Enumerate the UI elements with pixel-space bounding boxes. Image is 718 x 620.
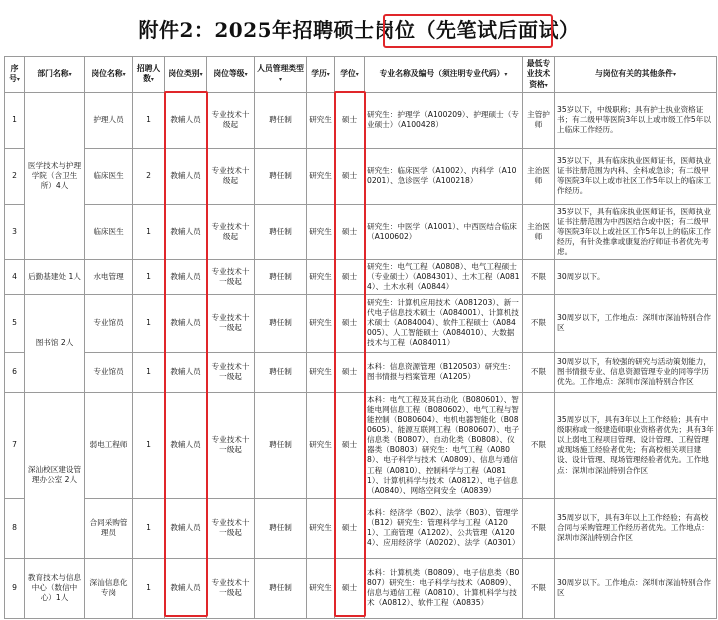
cell-major: 本科：电气工程及其自动化（B080601）、智能电网信息工程（B080602）、电气工程与智能控制（B080604）、电机电器智能化（B080605）、能源互联网工程（B080607）、电子信息类（B0807）、自动化类（B0808）、仪器类（B0803）研究生：电气工程（A0808）、电子科学与技术（A0809）、信息与通信工程（A0810）、控制科学与工程（A0811）、计算机科学与技术（A0812）、电子信息（A0840）、网络空间安全（A0839） — [365, 392, 523, 498]
cell-other: 35岁以下，中级职称；具有护士执业资格证书；有二级甲等医院3年以上或市级工作5年以上临床工作经历。 — [555, 92, 717, 148]
cell-category: 教辅人员 — [165, 498, 207, 558]
cell-major: 本科：信息资源管理（B120503）研究生：图书情报与档案管理（A1205） — [365, 352, 523, 392]
cell-position: 临床医生 — [85, 148, 133, 204]
cell-education: 研究生 — [307, 294, 335, 352]
table-row — [5, 204, 717, 259]
table-row — [5, 498, 717, 558]
cell-degree: 硕士 — [335, 148, 365, 204]
cell-grade: 专业技术十一级起 — [207, 259, 255, 294]
cell-no: 5 — [5, 294, 25, 352]
cell-count: 1 — [133, 204, 165, 259]
cell-department: 图书馆 2人 — [25, 294, 85, 392]
cell-degree: 硕士 — [335, 294, 365, 352]
cell-other: 35周岁以下，具有3年以上工作经验；具有中级职称或一级建造师职业资格者优先；具有3年以上弱电工程项目管理、设计管理、工程管理或现场施工经验者优先；有高校相关项目建设、设计管理、现场管理经验者优先。工作地点：深圳市深汕特别合作区 — [555, 392, 717, 498]
cell-count: 1 — [133, 558, 165, 618]
cell-category: 教辅人员 — [165, 259, 207, 294]
cell-count: 1 — [133, 92, 165, 148]
cell-major: 研究生：护理学（A100209）、护理硕士（专业硕士）（A100428） — [365, 92, 523, 148]
cell-no: 2 — [5, 148, 25, 204]
cell-manage: 聘任制 — [255, 92, 307, 148]
cell-department: 深汕校区建设管理办公室 2人 — [25, 392, 85, 558]
cell-grade: 专业技术十一级起 — [207, 352, 255, 392]
cell-title-req: 主治医师 — [523, 148, 555, 204]
header-position[interactable]: 岗位名称▾ — [85, 57, 133, 93]
cell-no: 8 — [5, 498, 25, 558]
cell-position: 护理人员 — [85, 92, 133, 148]
cell-education: 研究生 — [307, 498, 335, 558]
cell-grade: 专业技术十一级起 — [207, 294, 255, 352]
cell-major: 本科：计算机类（B0809）、电子信息类（B0807）研究生：电子科学与技术（A0809）、信息与通信工程（A0810）、计算机科学与技术（A0812）、软件工程（A0835） — [365, 558, 523, 618]
cell-degree: 硕士 — [335, 352, 365, 392]
cell-manage: 聘任制 — [255, 294, 307, 352]
cell-count: 1 — [133, 259, 165, 294]
cell-manage: 聘任制 — [255, 259, 307, 294]
cell-category: 教辅人员 — [165, 148, 207, 204]
cell-major: 研究生：电气工程（A0808）、电气工程硕士（专业硕士）（A084301）、土木工程（A0814）、土木水利（A0844） — [365, 259, 523, 294]
cell-category: 教辅人员 — [165, 92, 207, 148]
cell-degree: 硕士 — [335, 498, 365, 558]
cell-major: 研究生：临床医学（A1002）、内科学（A100201）、急诊医学（A100218） — [365, 148, 523, 204]
cell-grade: 专业技术十一级起 — [207, 498, 255, 558]
cell-title-req: 主治医师 — [523, 204, 555, 259]
cell-grade: 专业技术十一级起 — [207, 392, 255, 498]
cell-major: 研究生：中医学（A1001）、中西医结合临床（A100602） — [365, 204, 523, 259]
cell-department: 后勤基建处 1人 — [25, 259, 85, 294]
cell-title-req: 不限 — [523, 558, 555, 618]
header-other[interactable]: 与岗位有关的其他条件▾ — [555, 57, 717, 93]
cell-no: 9 — [5, 558, 25, 618]
cell-education: 研究生 — [307, 558, 335, 618]
cell-other: 35周岁以下，具有3年以上工作经验；有高校合同与采购管理工作经历者优先。工作地点：深圳市深汕特别合作区 — [555, 498, 717, 558]
title-highlight-box — [383, 14, 553, 48]
table-row — [5, 148, 717, 204]
cell-count: 1 — [133, 294, 165, 352]
cell-education: 研究生 — [307, 92, 335, 148]
header-degree[interactable]: 学位▾ — [335, 57, 365, 93]
cell-other: 30周岁以下。 — [555, 259, 717, 294]
header-no[interactable]: 序号▾ — [5, 57, 25, 93]
cell-degree: 硕士 — [335, 204, 365, 259]
cell-major: 本科：经济学（B02）、法学（B03）、管理学（B12）研究生：管理科学与工程（A1201）、工商管理（A1202）、公共管理（A1204）、应用经济学（A0202）、法学（A0301） — [365, 498, 523, 558]
cell-position: 专业馆员 — [85, 294, 133, 352]
cell-degree: 硕士 — [335, 92, 365, 148]
cell-grade: 专业技术十级起 — [207, 204, 255, 259]
cell-major: 研究生：计算机应用技术（A081203）、新一代电子信息技术硕士（A084001）、计算机技术硕士（A084004）、软件工程硕士（A084005）、人工智能硕士（A084010）、大数据技术与工程（A084011） — [365, 294, 523, 352]
cell-title-req: 主管护师 — [523, 92, 555, 148]
table-row — [5, 392, 717, 498]
cell-no: 6 — [5, 352, 25, 392]
table-row — [5, 352, 717, 392]
cell-other: 30周岁以下，有较强的研究与活动策划能力，图书情报专业、信息资源管理专业的同等学历优先。工作地点：深圳市深汕特别合作区 — [555, 352, 717, 392]
cell-no: 3 — [5, 204, 25, 259]
cell-title-req: 不限 — [523, 392, 555, 498]
header-grade[interactable]: 岗位等级▾ — [207, 57, 255, 93]
cell-no: 1 — [5, 92, 25, 148]
cell-position: 专业馆员 — [85, 352, 133, 392]
cell-position: 深汕信息化专岗 — [85, 558, 133, 618]
recruitment-table — [4, 56, 717, 619]
cell-education: 研究生 — [307, 392, 335, 498]
header-major[interactable]: 专业名称及编号（须注明专业代码）▾ — [365, 57, 523, 93]
header-count[interactable]: 招聘人数▾ — [133, 57, 165, 93]
cell-manage: 聘任制 — [255, 558, 307, 618]
cell-degree: 硕士 — [335, 259, 365, 294]
table-row — [5, 294, 717, 352]
header-title-req[interactable]: 最低专业技术资格▾ — [523, 57, 555, 93]
cell-manage: 聘任制 — [255, 148, 307, 204]
cell-category: 教辅人员 — [165, 204, 207, 259]
cell-grade: 专业技术十一级起 — [207, 558, 255, 618]
cell-no: 7 — [5, 392, 25, 498]
header-category[interactable]: 岗位类别▾ — [165, 57, 207, 93]
cell-education: 研究生 — [307, 204, 335, 259]
cell-department: 教育技术与信息中心（数信中心）1人 — [25, 558, 85, 618]
cell-other: 35岁以下，具有临床执业医师证书，医师执业证书注册范围为内科、全科或急诊；有二级甲等医院3年以上或市社区工作5年以上的临床工作经历。 — [555, 148, 717, 204]
cell-manage: 聘任制 — [255, 352, 307, 392]
cell-other: 35岁以下，具有临床执业医师证书，医师执业证书注册范围为中西医结合或中医；有二级甲等医院3年以上或社区工作5年以上的临床工作经历，有针灸推拿或康复治疗师证书者优先考虑。 — [555, 204, 717, 259]
cell-count: 1 — [133, 352, 165, 392]
cell-position: 弱电工程师 — [85, 392, 133, 498]
cell-count: 1 — [133, 392, 165, 498]
cell-category: 教辅人员 — [165, 352, 207, 392]
cell-other: 30周岁以下，工作地点：深圳市深汕特别合作区 — [555, 294, 717, 352]
cell-position: 合同采购管理员 — [85, 498, 133, 558]
cell-category: 教辅人员 — [165, 392, 207, 498]
table-row — [5, 558, 717, 618]
cell-education: 研究生 — [307, 352, 335, 392]
cell-position: 临床医生 — [85, 204, 133, 259]
cell-count: 1 — [133, 498, 165, 558]
table-row — [5, 259, 717, 294]
cell-manage: 聘任制 — [255, 498, 307, 558]
cell-education: 研究生 — [307, 148, 335, 204]
header-department[interactable]: 部门名称▾ — [25, 57, 85, 93]
table-row — [5, 92, 717, 148]
title-area — [0, 0, 718, 50]
cell-count: 2 — [133, 148, 165, 204]
cell-manage: 聘任制 — [255, 204, 307, 259]
cell-category: 教辅人员 — [165, 558, 207, 618]
cell-degree: 硕士 — [335, 558, 365, 618]
cell-other: 30周岁以下。工作地点：深圳市深汕特别合作区 — [555, 558, 717, 618]
cell-no: 4 — [5, 259, 25, 294]
cell-title-req: 不限 — [523, 294, 555, 352]
cell-manage: 聘任制 — [255, 392, 307, 498]
cell-title-req: 不限 — [523, 498, 555, 558]
cell-education: 研究生 — [307, 259, 335, 294]
header-manage[interactable]: 人员管理类型▾ — [255, 57, 307, 93]
cell-degree: 硕士 — [335, 392, 365, 498]
header-row — [5, 57, 717, 93]
cell-title-req: 不限 — [523, 352, 555, 392]
cell-position: 水电管理 — [85, 259, 133, 294]
cell-grade: 专业技术十级起 — [207, 148, 255, 204]
cell-grade: 专业技术十级起 — [207, 92, 255, 148]
header-education[interactable]: 学历▾ — [307, 57, 335, 93]
document-title: 附件2：2025年招聘硕士岗位（先笔试后面试） — [138, 18, 580, 42]
cell-title-req: 不限 — [523, 259, 555, 294]
cell-department: 医学技术与护理学院（含卫生所）4人 — [25, 92, 85, 259]
cell-category: 教辅人员 — [165, 294, 207, 352]
